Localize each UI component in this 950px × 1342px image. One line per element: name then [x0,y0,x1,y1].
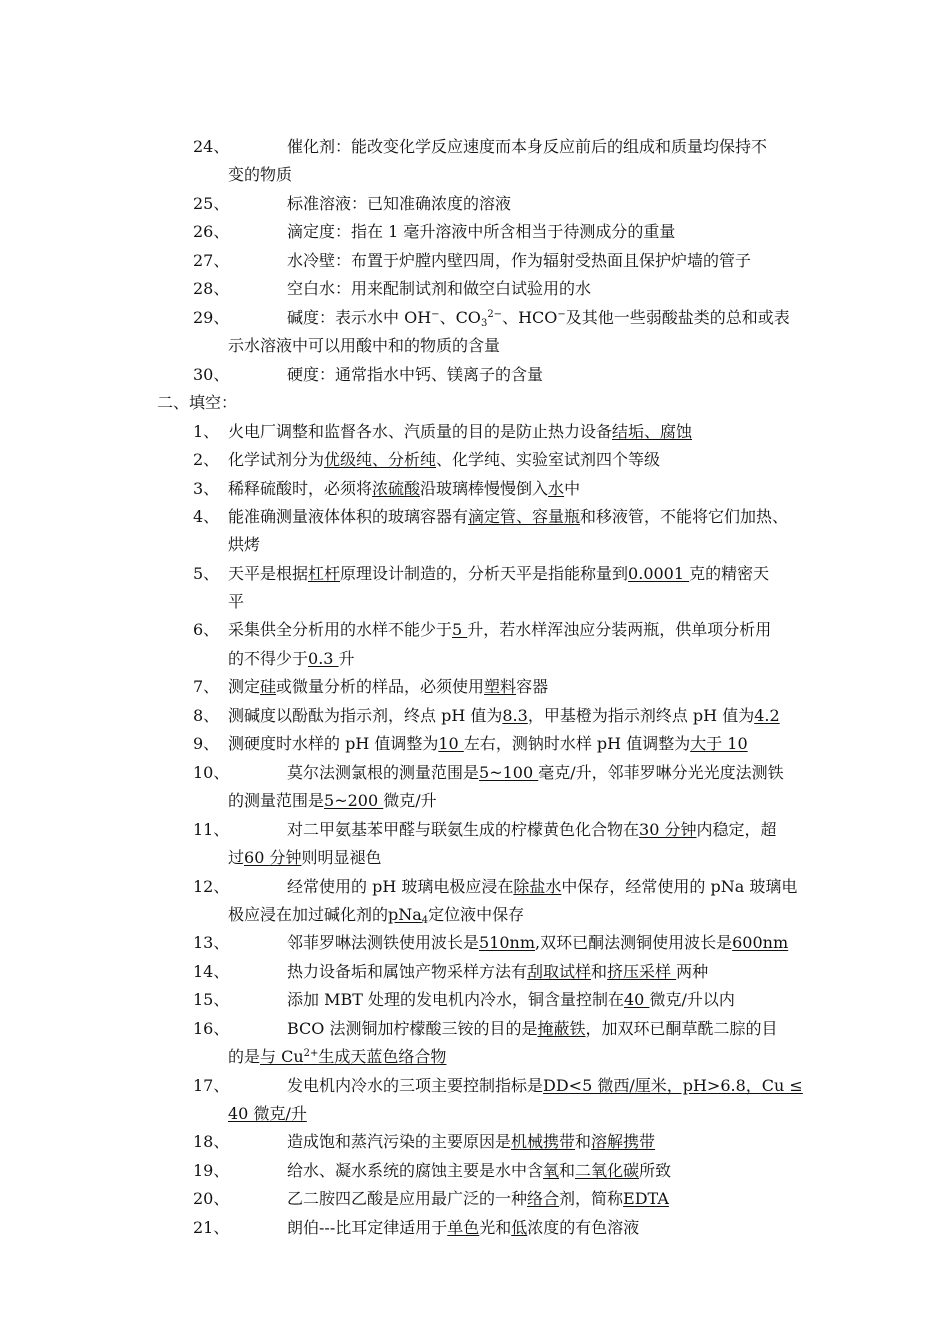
item-number: 13、 [193,933,230,952]
answer-blank: 8.3 [502,706,528,725]
item-number: 1、 [193,422,220,441]
item-number: 7、 [193,677,220,696]
answer-blank: 大于 10 [690,734,748,753]
item-number: 10、 [193,763,230,782]
answer-blank: DD<5 微西/厘米，pH>6.8，Cu ≤ [543,1076,803,1095]
answer-blank: 510nm [479,933,536,952]
item-number: 17、 [193,1076,230,1095]
item-number: 15、 [193,990,230,1009]
item-number: 12、 [193,877,230,896]
item-text: 对二甲氨基苯甲醛与联氨生成的柠檬黄色化合物在30 分钟内稳定，超 [287,820,777,839]
answer-blank: 40 [624,990,650,1009]
answer-blank: 40 微克/升 [228,1104,307,1123]
answer-blank: 滴定管、容量瓶 [468,507,581,526]
item-number: 29、 [193,308,230,327]
answer-blank: 机械携带 [511,1132,576,1151]
item-number: 9、 [193,734,220,753]
answer-blank: 低 [511,1218,528,1237]
item-number: 26、 [193,222,230,241]
item-number: 6、 [193,620,220,639]
answer-blank: 600nm [732,933,789,952]
answer-blank: 二氧化碳 [575,1161,640,1180]
item-text: 化学试剂分为优级纯、分析纯、化学纯、实验室试剂四个等级 [228,450,661,469]
section-title: 二、填空： [157,393,238,412]
item-text-cont: 平 [228,592,245,611]
answer-blank: 5~100 [479,763,539,782]
answer-blank: 0.3 [308,649,339,668]
answer-blank: 氧 [543,1161,560,1180]
answer-blank: 与 $Cu^{2+}$生成天蓝色络合物 [260,1047,447,1066]
item-text-cont: 过60 分钟则明显褪色 [228,848,382,867]
item-text-cont: 变的物质 [228,165,293,184]
answer-blank: 除盐水 [513,877,562,896]
answer-blank: 结垢、腐蚀 [612,422,693,441]
item-text: 添加 MBT 处理的发电机内冷水，铜含量控制在40 微克/升以内 [287,990,735,1009]
answer-blank: 5 [452,620,468,639]
item-number: 8、 [193,706,220,725]
item-text: 测硬度时水样的 pH 值调整为10 左右，测钠时水样 pH 值调整为大于 10 [228,734,748,753]
item-text-cont: 烘烤 [228,535,261,554]
answer-blank: 单色 [447,1218,480,1237]
item-text: 发电机内冷水的三项主要控制指标是DD<5 微西/厘米，pH>6.8，Cu ≤ [287,1076,803,1095]
item-number: 2、 [193,450,220,469]
item-text: 水冷壁：布置于炉膛内壁四周，作为辐射受热面且保护炉墙的管子 [287,251,752,270]
item-text: 给水、凝水系统的腐蚀主要是水中含氧和二氧化碳所致 [287,1161,672,1180]
item-text-cont: 示水溶液中可以用酸中和的物质的含量 [228,336,501,355]
item-number: 16、 [193,1019,230,1038]
item-number: 3、 [193,479,220,498]
item-text: 朗伯---比耳定律适用于单色光和低浓度的有色溶液 [287,1218,640,1237]
answer-blank: 5~200 [324,791,384,810]
item-number: 24、 [193,137,230,156]
answer-blank: 30 分钟 [639,820,697,839]
item-text: 莫尔法测氯根的测量范围是5~100 毫克/升，邻菲罗啉分光光度法测铁 [287,763,784,782]
item-text-cont: 极应浸在加过碱化剂的pNa$_4$定位液中保存 [228,905,525,926]
answer-blank: 水 [548,479,565,498]
item-text: 能准确测量液体体积的玻璃容器有滴定管、容量瓶和移液管，不能将它们加热、 [228,507,789,526]
item-number: 20、 [193,1189,230,1208]
item-text: 火电厂调整和监督各水、汽质量的目的是防止热力设备结垢、腐蚀 [228,422,693,441]
item-text: 造成饱和蒸汽污染的主要原因是机械携带和溶解携带 [287,1132,656,1151]
answer-blank: 溶解携带 [591,1132,656,1151]
answer-blank: 60 分钟 [244,848,302,867]
item-text: 天平是根据杠杆原理设计制造的，分析天平是指能称量到0.0001 克的精密天 [228,564,770,583]
item-text: 邻菲罗啉法测铁使用波长是510nm,双环已酮法测铜使用波长是600nm [287,933,789,952]
item-text: 经常使用的 pH 玻璃电极应浸在除盐水中保存，经常使用的 pNa 玻璃电 [287,877,798,896]
item-number: 14、 [193,962,230,981]
item-text: BCO 法测铜加柠檬酸三铵的目的是掩蔽铁，加双环已酮草酰二腙的目 [287,1019,778,1038]
answer-blank: pNa$_4$ [388,905,429,926]
item-number: 21、 [193,1218,230,1237]
item-text: 采集供全分析用的水样不能少于5 升，若水样浑浊应分装两瓶，供单项分析用 [228,620,772,639]
answer-blank: 杠杆 [308,564,341,583]
item-number: 11、 [193,820,230,839]
answer-blank: 10 [438,734,464,753]
item-number: 30、 [193,365,230,384]
item-text-cont: 的测量范围是5~200 微克/升 [228,791,437,810]
answer-blank: 塑料 [484,677,517,696]
item-number: 18、 [193,1132,230,1151]
item-text-cont [228,1101,307,1124]
item-text: 滴定度：指在 1 毫升溶液中所含相当于待测成分的重量 [287,222,676,241]
item-text: 测定硅或微量分析的样品，必须使用塑料容器 [228,677,549,696]
item-text-cont: 的不得少于0.3 升 [228,649,355,668]
answer-blank: 挤压采样 [607,962,677,981]
item-number: 27、 [193,251,230,270]
item-text: 热力设备垢和属蚀产物采样方法有刮取试样和挤压采样 两种 [287,962,709,981]
answer-blank: 优级纯、分析纯 [324,450,437,469]
item-number: 4、 [193,507,220,526]
item-number: 28、 [193,279,230,298]
item-text: 硬度：通常指水中钙、镁离子的含量 [287,365,544,384]
item-text-cont: 的是与 $Cu^{2+}$生成天蓝色络合物 [228,1047,447,1066]
answer-blank: 掩蔽铁 [537,1019,586,1038]
answer-blank: 络合 [527,1189,560,1208]
item-text: 测碱度以酚酞为指示剂，终点 pH 值为8.3，甲基橙为指示剂终点 pH 值为4.2 [228,706,780,725]
item-text: 催化剂：能改变化学反应速度而本身反应前后的组成和质量均保持不 [287,137,768,156]
answer-blank: EDTA [623,1189,669,1208]
item-text: 稀释硫酸时，必须将浓硫酸沿玻璃棒慢慢倒入水中 [228,479,581,498]
answer-blank: 刮取试样 [527,962,592,981]
item-number: 19、 [193,1161,230,1180]
item-text: 标准溶液：已知准确浓度的溶液 [287,194,512,213]
answer-blank: 硅 [260,677,277,696]
item-text: 碱度：表示水中 OH−、$CO_3^{2-}$、HCO−及其他一些弱酸盐类的总和或表 [287,308,790,329]
item-text: 乙二胺四乙酸是应用最广泛的一种络合剂，简称EDTA [287,1189,669,1208]
answer-blank: 4.2 [754,706,780,725]
item-text: 空白水：用来配制试剂和做空白试验用的水 [287,279,592,298]
answer-blank: 浓硫酸 [372,479,421,498]
item-number: 5、 [193,564,220,583]
item-number: 25、 [193,194,230,213]
answer-blank: 0.0001 [628,564,690,583]
